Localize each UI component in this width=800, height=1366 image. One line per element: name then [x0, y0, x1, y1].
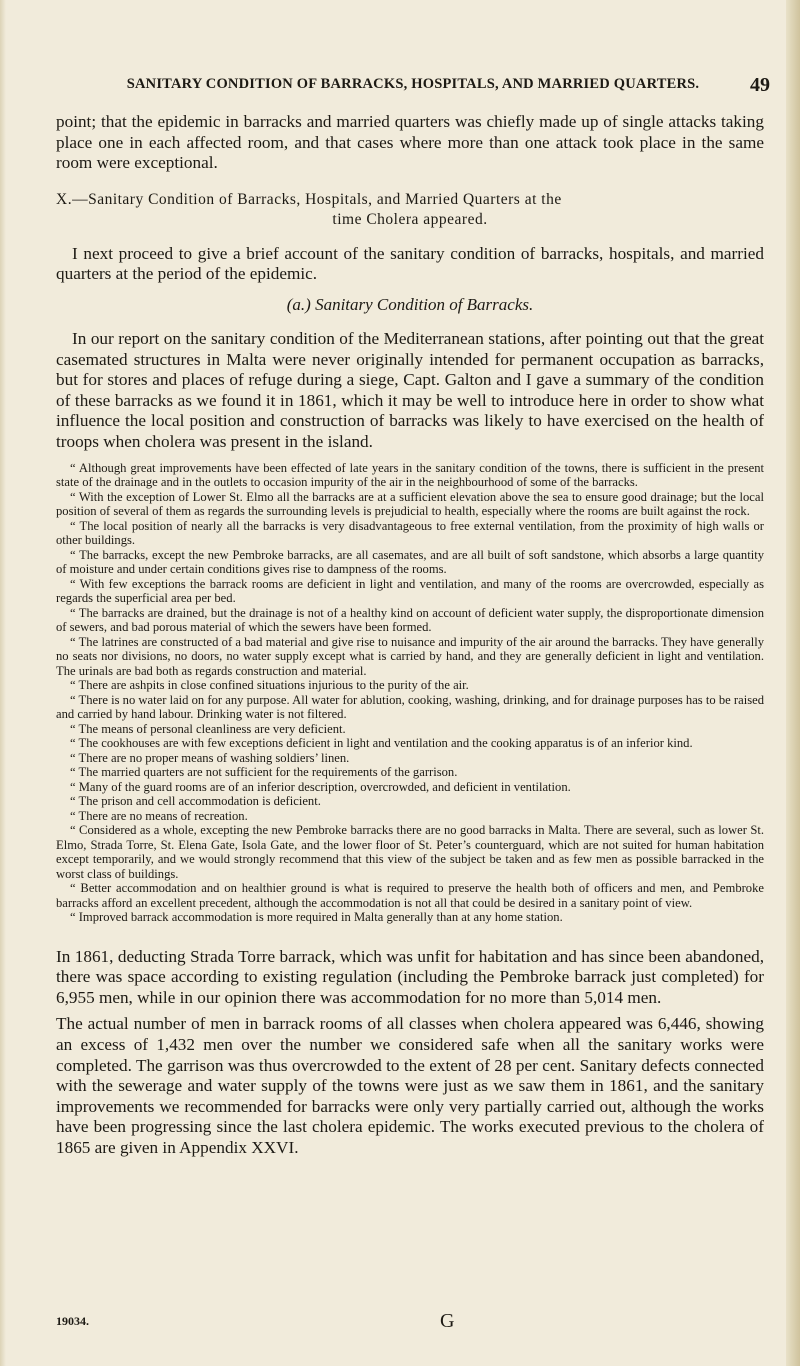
running-title: SANITARY CONDITION OF BARRACKS, HOSPITALS, AND MARRIED QUARTERS.: [126, 76, 700, 92]
quoted-paragraph: “ The married quarters are not sufficient for the requirements of the garrison.: [70, 765, 458, 780]
opening-paragraph: point; that the epidemic in barracks and married quarters was chiefly made up of single attacks taking place one in each affected room, and that cases where more than one attack took place in the same room were exceptional.: [56, 112, 764, 173]
quoted-paragraph: “ Better accommodation and on healthier ground is what is required to preserve the health both of officers and men, and Pembroke barracks afford an excellent precedent, although the accommodation is not all that could be desired in a sanitary point of view.: [56, 881, 764, 910]
quoted-paragraph: “ The barracks are drained, but the drainage is not of a healthy kind on account of deficient water supply, the disproportionate dimension of sewers, and bad porous material of which the sewers have been formed.: [56, 605, 764, 635]
closing-paragraph: The actual number of men in barrack rooms of all classes when cholera appeared was 6,446, showing an excess of 1,432 men over the number we considered safe when all the sanitary works were completed. The garrison was thus overcrowded to the extent of 28 per cent. Sanitary defects connected with the sewerage and water supply of the towns were just as we saw them in 1861, and the sanitary improvements we recommended for barracks were only very partially carried out, although the works have been progressing since the last cholera epidemic. The works executed previous to the cholera of 1865 are given in Appendix XXVI.: [56, 1014, 764, 1157]
quoted-paragraph: “ Improved barrack accommodation is more required in Malta generally than at any home station.: [70, 910, 563, 925]
quoted-paragraph: “ There are no proper means of washing soldiers’ linen.: [70, 750, 350, 765]
quoted-paragraph: “ The prison and cell accommodation is deficient.: [70, 794, 321, 809]
page-number: 49: [750, 74, 770, 96]
quoted-report-block: [56, 461, 764, 925]
quoted-paragraph: “ Although great improvements have been effected of late years in the sanitary condition of the towns, there is sufficient in the present state of the drainage and in the outlets to occasion impurity of the air in the neighbourhood of some of the barracks.: [56, 460, 764, 490]
quoted-paragraph: “ With the exception of Lower St. Elmo all the barracks are at a sufficient elevation above the sea to ensure good drainage; but the local position of several of them as regards the surrounding levels is prejudicial to health, especially where the rooms are built against the rock.: [56, 489, 764, 519]
section-heading-line1: X.—Sanitary Condition of Barracks, Hospitals, and Married Quarters at the: [56, 190, 562, 208]
page-edge-left: [0, 0, 6, 1366]
quoted-paragraph: “ There are ashpits in close confined situations injurious to the purity of the air.: [70, 678, 469, 693]
quoted-paragraph: “ With few exceptions the barrack rooms are deficient in light and ventilation, and many of the rooms are overcrowded, especially as regards the superficial area per bed.: [56, 576, 764, 606]
running-header: [88, 76, 778, 93]
subsection-heading: (a.) Sanitary Condition of Barracks.: [286, 294, 534, 314]
quoted-paragraph: “ The means of personal cleanliness are very deficient.: [70, 721, 346, 736]
quoted-paragraph: “ There are no means of recreation.: [70, 808, 248, 823]
quoted-paragraph: “ Many of the guard rooms are of an inferior description, overcrowded, and deficient in ventilation.: [70, 779, 571, 794]
signature-mark: G: [440, 1310, 455, 1332]
section-heading-line2: time Cholera appeared.: [332, 210, 488, 228]
quoted-paragraph: “ The latrines are constructed of a bad material and give rise to nuisance and impurity of the air around the barracks. They have generally no seats nor divisions, no doors, no water supply except what is carried by hand, and they are generally deficient in light and ventilation. The urinals are bad both as regards construction and material.: [56, 634, 764, 678]
quoted-paragraph: “ The local position of nearly all the barracks is very disadvantageous to free external ventilation, from the proximity of high walls or other buildings.: [56, 518, 764, 548]
page-edge-right: [786, 0, 800, 1366]
quoted-paragraph: “ The barracks, except the new Pembroke barracks, are all casemates, and are all built of soft sandstone, which absorbs a large quantity of moisture and under certain conditions gives rise to dampness of the rooms.: [56, 547, 764, 577]
main-paragraph: In our report on the sanitary condition of the Mediterranean stations, after pointing out that the great casemated structures in Malta were never originally intended for permanent occupation as barracks, but for stores and places of refuge during a siege, Capt. Galton and I gave a summary of the condition of these barracks as we found it in 1861, which it may be well to introduce here in order to show what influence the local position and construction of barracks was likely to have exercised on the health of troops when cholera was present in the island.: [56, 328, 764, 451]
page-body: [56, 112, 764, 1158]
quoted-paragraph: “ Considered as a whole, excepting the new Pembroke barracks there are no good barracks in Malta. There are several, such as lower St. Elmo, Strada Torre, St. Elena Gate, Isola Gate, and the lower floor of St. Peter’s counterguard, which are not suited for human habitation except temporarily, and we would strongly recommend that this view of the subject be taken and as few men as possible barracked in the worst class of buildings.: [56, 823, 764, 881]
quoted-paragraph: “ There is no water laid on for any purpose. All water for ablution, cooking, washing, drinking, and for drainage purposes has to be raised and carried by hand labour. Drinking water is not filtered.: [56, 692, 764, 722]
quoted-paragraph: “ The cookhouses are with few exceptions deficient in light and ventilation and the cooking apparatus is of an inferior kind.: [70, 736, 693, 751]
closing-paragraph: In 1861, deducting Strada Torre barrack, which was unfit for habitation and has since been abandoned, there was space according to existing regulation (including the Pembroke barrack just completed) for 6,955 men, while in our opinion there was accommodation for no more than 5,014 men.: [56, 946, 764, 1007]
print-number: 19034.: [56, 1314, 89, 1328]
intro-paragraph: I next proceed to give a brief account of the sanitary condition of barracks, hospitals, and married quarters at the period of the epidemic.: [56, 243, 764, 284]
section-heading: [56, 190, 764, 230]
